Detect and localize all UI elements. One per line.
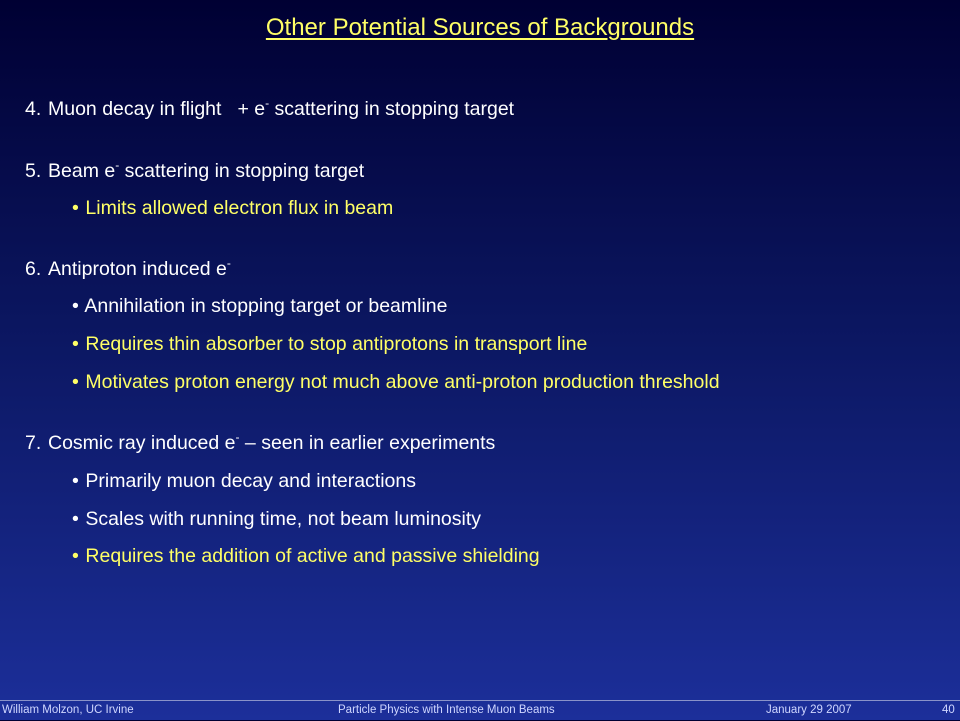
- item-4: [25, 98, 514, 121]
- footer-page-number: 40: [942, 704, 955, 716]
- item-text: Cosmic ray induced: [48, 432, 225, 454]
- bullet-text: Requires the addition of active and passive shielding: [85, 545, 540, 567]
- bullet-icon: •: [72, 545, 79, 567]
- bullet-5-1: [72, 197, 393, 220]
- electron-charge: -: [235, 430, 240, 444]
- footer-talk-title: Particle Physics with Intense Muon Beams: [338, 704, 555, 716]
- footer-date: January 29 2007: [766, 704, 852, 716]
- bullet-6-2: [72, 333, 587, 356]
- bullet-icon: •: [72, 295, 79, 317]
- item-text-tail: scattering in stopping target: [269, 98, 515, 120]
- bullet-6-3: [72, 371, 720, 394]
- item-text-tail: – seen in earlier experiments: [239, 432, 496, 454]
- bullet-icon: •: [72, 508, 79, 530]
- electron-symbol: e: [254, 98, 266, 120]
- item-text: Muon decay in flight: [48, 98, 222, 120]
- bullet-icon: •: [72, 197, 79, 219]
- item-number: 6.: [25, 258, 42, 280]
- electron-symbol: e: [216, 258, 227, 280]
- item-7: [25, 432, 495, 455]
- item-number: 5.: [25, 160, 42, 182]
- electron-charge: -: [226, 256, 231, 270]
- item-6: [25, 258, 231, 281]
- slide-footer: [0, 700, 960, 721]
- slide-title: Other Potential Sources of Backgrounds: [265, 14, 695, 41]
- bullet-6-1: [72, 295, 448, 318]
- bullet-7-1: [72, 470, 416, 493]
- electron-symbol: e: [104, 160, 116, 182]
- item-5: [25, 160, 364, 183]
- plus-sign: +: [237, 98, 249, 120]
- bullet-text: Scales with running time, not beam luminosity: [85, 508, 482, 530]
- electron-symbol: e: [224, 432, 236, 454]
- electron-charge: -: [265, 96, 270, 110]
- bullet-text: Limits allowed electron flux in beam: [85, 197, 394, 219]
- item-text: Antiproton induced: [48, 258, 217, 280]
- bullet-7-2: [72, 508, 481, 531]
- item-text: Beam: [48, 160, 105, 182]
- bullet-icon: •: [72, 470, 79, 492]
- bullet-text: Motivates proton energy not much above anti-proton production threshold: [85, 371, 720, 393]
- item-text-tail: scattering in stopping target: [119, 160, 365, 182]
- bullet-icon: •: [72, 333, 79, 355]
- footer-author: William Molzon, UC Irvine: [2, 704, 134, 716]
- electron-charge: -: [115, 158, 120, 172]
- bullet-text: Requires thin absorber to stop antiprotons in transport line: [85, 333, 588, 355]
- bullet-text: Primarily muon decay and interactions: [85, 470, 416, 492]
- bullet-text: Annihilation in stopping target or beamline: [84, 295, 448, 317]
- item-number: 7.: [25, 432, 42, 454]
- bullet-icon: •: [72, 371, 79, 393]
- item-number: 4.: [25, 98, 42, 120]
- bullet-7-3: [72, 545, 540, 568]
